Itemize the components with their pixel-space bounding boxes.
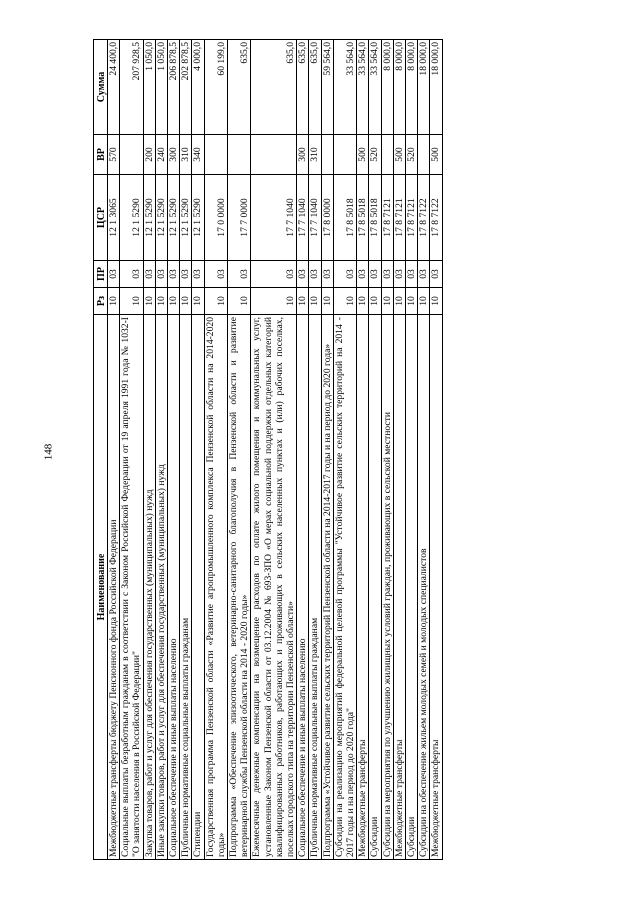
table-row	[120, 40, 143, 860]
cell-vr	[381, 135, 393, 175]
cell-rz: 10	[143, 288, 155, 315]
cell-name: Подпрограмма «Устойчивое развитие сельских территорий Пензенской области на 2014-2017 годы и на период до 2020 года»	[321, 315, 333, 860]
cell-sum: 33 564,0	[333, 40, 356, 135]
table-row	[381, 40, 393, 860]
table-row	[369, 40, 381, 860]
cell-pr: 03	[143, 261, 155, 288]
cell-sum: 33 564,0	[357, 40, 369, 135]
cell-rz: 10	[228, 288, 251, 315]
cell-rz: 10	[180, 288, 192, 315]
table-row	[168, 40, 180, 860]
cell-pr: 03	[369, 261, 381, 288]
cell-sum: 8 000,0	[406, 40, 418, 135]
cell-sum: 18 000,0	[430, 40, 442, 135]
cell-vr: 500	[357, 135, 369, 175]
cell-name: Закупка товаров, работ и услуг для обеспечения государственных (муниципальных) нужд	[143, 315, 155, 860]
cell-pr: 03	[406, 261, 418, 288]
cell-sum: 24 400,0	[108, 40, 120, 135]
cell-rz: 10	[251, 288, 297, 315]
cell-sum: 4 000,0	[192, 40, 204, 135]
table-row	[430, 40, 442, 860]
cell-name: Межбюджетные трансферты	[357, 315, 369, 860]
cell-pr: 03	[333, 261, 356, 288]
cell-pr: 03	[321, 261, 333, 288]
table-body	[108, 40, 443, 860]
table-row	[321, 40, 333, 860]
cell-pr: 03	[430, 261, 442, 288]
cell-pr: 03	[192, 261, 204, 288]
page-number: 148	[42, 443, 55, 461]
table-row	[108, 40, 120, 860]
table-row	[309, 40, 321, 860]
cell-pr: 03	[357, 261, 369, 288]
cell-name: Межбюджетные трансферты бюджету Пенсионного фонда Российской Федерации	[108, 315, 120, 860]
cell-name: Иные закупки товаров, работ и услуг для обеспечения государственных (муниципальных) нужд	[155, 315, 167, 860]
cell-vr: 570	[108, 135, 120, 175]
cell-csr: 17 8 7121	[393, 175, 405, 261]
cell-name: Подпрограмма «Обеспечение эпизоотического, ветеринарно-санитарного благополучия в Пензенской области и развитие ветеринарной службы Пензенской области на 2014 - 2020 годы»	[228, 315, 251, 860]
cell-csr: 12 1 5290	[143, 175, 155, 261]
cell-pr: 03	[108, 261, 120, 288]
cell-rz: 10	[381, 288, 393, 315]
cell-sum: 1 050,0	[155, 40, 167, 135]
cell-rz: 10	[321, 288, 333, 315]
cell-name: Публичные нормативные социальные выплаты гражданам	[309, 315, 321, 860]
cell-vr: 500	[393, 135, 405, 175]
cell-pr: 03	[155, 261, 167, 288]
cell-sum: 18 000,0	[418, 40, 430, 135]
cell-csr: 17 8 7121	[406, 175, 418, 261]
header-rz: Рз	[94, 288, 108, 315]
cell-csr: 17 7 1040	[251, 175, 297, 261]
cell-pr: 03	[309, 261, 321, 288]
cell-rz: 10	[393, 288, 405, 315]
cell-name: Ежемесячные денежные компенсации на возмещение расходов по оплате жилого помещения и коммунальных услуг, установленные Законом Пензенской области от 03.12.2004 № 693-ЗПО «О мерах социальной поддержки отдельных категорий квалифицированных работников, работающих и проживающих в сельских населенных пунктах и (или) рабочих поселках, поселках городского типа на территории Пензенской области»	[251, 315, 297, 860]
cell-csr: 12 1 5290	[180, 175, 192, 261]
cell-csr: 17 8 5018	[357, 175, 369, 261]
cell-pr: 03	[228, 261, 251, 288]
cell-csr: 12 1 5290	[168, 175, 180, 261]
cell-csr: 17 7 1040	[297, 175, 309, 261]
table-row	[393, 40, 405, 860]
cell-vr	[333, 135, 356, 175]
cell-vr	[321, 135, 333, 175]
cell-rz: 10	[155, 288, 167, 315]
cell-name: Межбюджетные трансферты	[393, 315, 405, 860]
cell-sum: 635,0	[228, 40, 251, 135]
cell-rz: 10	[333, 288, 356, 315]
cell-csr: 17 8 7122	[430, 175, 442, 261]
cell-vr: 500	[430, 135, 442, 175]
cell-csr: 17 8 0000	[321, 175, 333, 261]
cell-csr: 17 8 7122	[418, 175, 430, 261]
cell-csr: 17 0 0000	[204, 175, 227, 261]
cell-csr: 17 8 5018	[369, 175, 381, 261]
cell-sum: 207 928,5	[120, 40, 143, 135]
cell-sum: 60 199,0	[204, 40, 227, 135]
cell-name: Социальное обеспечение и иные выплаты населению	[168, 315, 180, 860]
cell-name: Стипендии	[192, 315, 204, 860]
cell-pr: 03	[204, 261, 227, 288]
cell-vr: 310	[309, 135, 321, 175]
cell-sum: 202 878,5	[180, 40, 192, 135]
cell-pr: 03	[168, 261, 180, 288]
cell-sum: 1 050,0	[143, 40, 155, 135]
cell-csr: 17 7 1040	[309, 175, 321, 261]
cell-vr	[120, 135, 143, 175]
cell-sum: 8 000,0	[381, 40, 393, 135]
cell-sum: 635,0	[251, 40, 297, 135]
table-header-row	[94, 40, 108, 860]
cell-vr: 300	[297, 135, 309, 175]
cell-name: Социальное обеспечение и иные выплаты населению	[297, 315, 309, 860]
cell-sum: 59 564,0	[321, 40, 333, 135]
cell-name: Социальные выплаты безработным гражданам в соответствии с Законом Российской Федерации от 19 апреля 1991 года № 1032-I "О занятости населения в Российской Федерации"	[120, 315, 143, 860]
cell-pr: 03	[393, 261, 405, 288]
cell-sum: 635,0	[297, 40, 309, 135]
table-row	[180, 40, 192, 860]
cell-vr: 300	[168, 135, 180, 175]
cell-vr	[251, 135, 297, 175]
cell-rz: 10	[204, 288, 227, 315]
cell-csr: 17 8 5018	[333, 175, 356, 261]
rotated-page-content	[93, 40, 588, 860]
table-row	[192, 40, 204, 860]
cell-pr: 03	[418, 261, 430, 288]
cell-sum: 8 000,0	[393, 40, 405, 135]
table-row	[406, 40, 418, 860]
cell-vr: 240	[155, 135, 167, 175]
budget-table	[93, 39, 443, 860]
cell-rz: 10	[120, 288, 143, 315]
cell-name: Субсидии	[369, 315, 381, 860]
cell-rz: 10	[430, 288, 442, 315]
cell-pr: 03	[120, 261, 143, 288]
cell-name: Субсидии	[406, 315, 418, 860]
table-row	[357, 40, 369, 860]
cell-sum: 206 878,5	[168, 40, 180, 135]
header-vr: ВР	[94, 135, 108, 175]
table-row	[418, 40, 430, 860]
table-row	[251, 40, 297, 860]
cell-pr: 03	[180, 261, 192, 288]
cell-name: Государственная программа Пензенской области «Развитие агропромышленного комплекса Пензенской области на 2014-2020 годы»	[204, 315, 227, 860]
cell-rz: 10	[418, 288, 430, 315]
cell-csr: 12 1 3065	[108, 175, 120, 261]
cell-csr: 17 7 0000	[228, 175, 251, 261]
cell-csr: 17 8 7121	[381, 175, 393, 261]
cell-vr: 520	[369, 135, 381, 175]
header-pr: ПР	[94, 261, 108, 288]
cell-rz: 10	[168, 288, 180, 315]
table-row	[228, 40, 251, 860]
table-row	[333, 40, 356, 860]
cell-pr: 03	[251, 261, 297, 288]
cell-rz: 10	[108, 288, 120, 315]
cell-rz: 10	[192, 288, 204, 315]
cell-vr: 200	[143, 135, 155, 175]
cell-vr: 340	[192, 135, 204, 175]
cell-csr: 12 1 5290	[155, 175, 167, 261]
header-sum: Сумма	[94, 40, 108, 135]
table-row	[143, 40, 155, 860]
cell-csr: 12 1 5290	[120, 175, 143, 261]
cell-name: Субсидии на мероприятия по улучшению жилищных условий граждан, проживающих в сельской местности	[381, 315, 393, 860]
cell-name: Субсидии на реализацию мероприятий федеральной целевой программы "Устойчивое развитие сельских территорий на 2014 - 2017 годы и на период до 2020 года"	[333, 315, 356, 860]
cell-sum: 635,0	[309, 40, 321, 135]
cell-rz: 10	[297, 288, 309, 315]
cell-vr	[228, 135, 251, 175]
cell-rz: 10	[406, 288, 418, 315]
cell-pr: 03	[297, 261, 309, 288]
cell-pr: 03	[381, 261, 393, 288]
header-csr: ЦСР	[94, 175, 108, 261]
cell-csr: 12 1 5290	[192, 175, 204, 261]
cell-sum: 33 564,0	[369, 40, 381, 135]
header-name: Наименование	[94, 315, 108, 860]
cell-rz: 10	[309, 288, 321, 315]
table-row	[297, 40, 309, 860]
cell-vr	[204, 135, 227, 175]
table-row	[204, 40, 227, 860]
cell-vr: 520	[406, 135, 418, 175]
cell-rz: 10	[357, 288, 369, 315]
cell-name: Публичные нормативные социальные выплаты гражданам	[180, 315, 192, 860]
cell-name: Межбюджетные трансферты	[430, 315, 442, 860]
cell-vr: 310	[180, 135, 192, 175]
table-row	[155, 40, 167, 860]
cell-rz: 10	[369, 288, 381, 315]
cell-name: Субсидии на обеспечение жильем молодых семей и молодых специалистов	[418, 315, 430, 860]
cell-vr	[418, 135, 430, 175]
